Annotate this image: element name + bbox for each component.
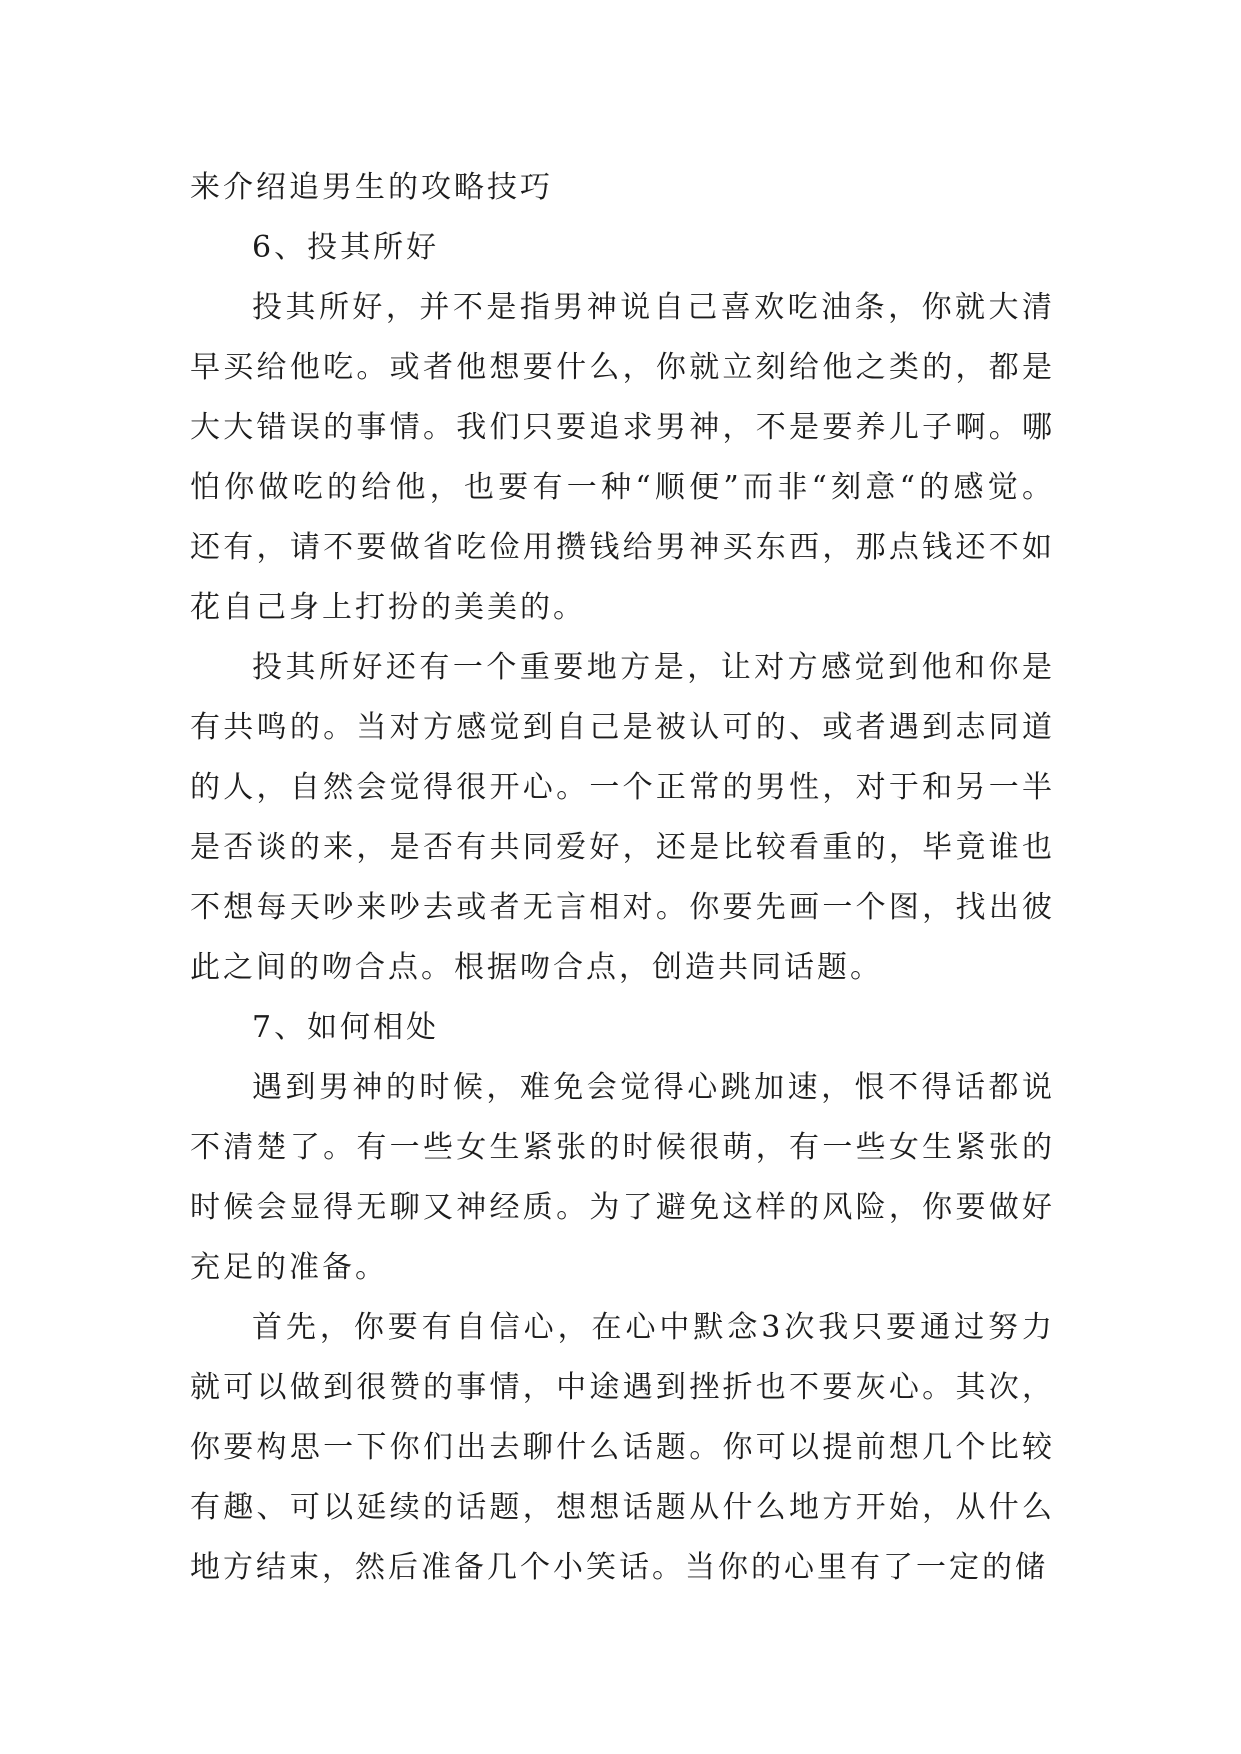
paragraph: 投其所好还有一个重要地方是，让对方感觉到他和你是有共鸣的。当对方感觉到自己是被认可的、或者遇到志同道的人，自然会觉得很开心。一个正常的男性，对于和另一半是否谈的来，是否有共同爱好，还是比较看重的，毕竟谁也不想每天吵来吵去或者无言相对。你要先画一个图，找出彼此之间的吻合点。根据吻合点，创造共同话题。: [190, 650, 1055, 985]
paragraph-continuation: 来介绍追男生的攻略技巧: [190, 170, 553, 205]
paragraph: 投其所好，并不是指男神说自己喜欢吃油条，你就大清早买给他吃。或者他想要什么，你就立刻给他之类的，都是大大错误的事情。我们只要追求男神，不是要养儿子啊。哪怕你做吃的给他，也要有一种“顺便”而非“刻意“的感觉。还有，请不要做省吃俭用攒钱给男神买东西，那点钱还不如花自己身上打扮的美美的。: [190, 290, 1055, 625]
paragraph: 遇到男神的时候，难免会觉得心跳加速，恨不得话都说不清楚了。有一些女生紧张的时候很萌，有一些女生紧张的时候会显得无聊又神经质。为了避免这样的风险，你要做好充足的准备。: [190, 1070, 1055, 1285]
document-body: [190, 158, 1055, 1598]
paragraph: 首先，你要有自信心，在心中默念3次我只要通过努力就可以做到很赞的事情，中途遇到挫折也不要灰心。其次，你要构思一下你们出去聊什么话题。你可以提前想几个比较有趣、可以延续的话题，想想话题从什么地方开始，从什么地方结束，然后准备几个小笑话。当你的心里有了一定的储: [190, 1310, 1055, 1585]
section-heading-7: 7、如何相处: [252, 1010, 440, 1045]
section-heading-6: 6、投其所好: [252, 230, 440, 265]
